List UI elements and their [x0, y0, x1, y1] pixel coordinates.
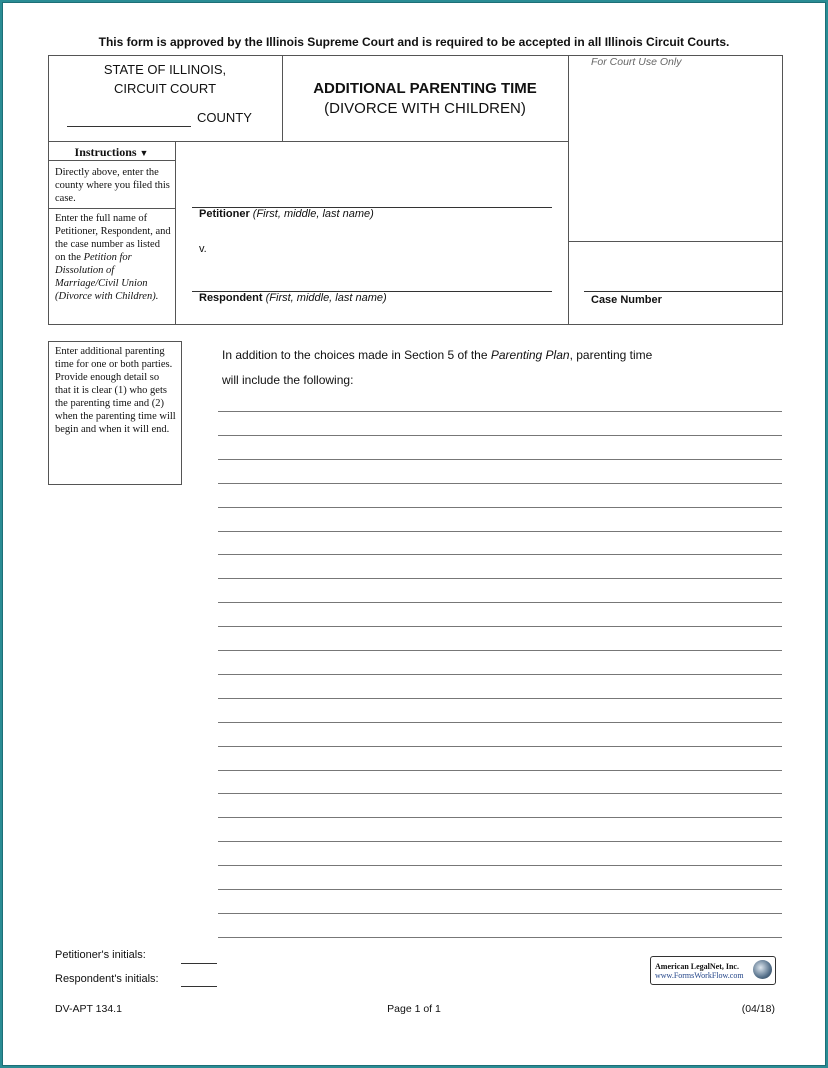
petitioner-label: Petitioner: [199, 208, 250, 220]
entry-line[interactable]: [218, 770, 782, 771]
instructions-header: [48, 145, 175, 160]
divider: [48, 160, 175, 161]
entry-line[interactable]: [218, 578, 782, 579]
entry-line[interactable]: [218, 889, 782, 890]
respondent-hint: (First, middle, last name): [265, 292, 387, 304]
entry-line[interactable]: [218, 793, 782, 794]
entry-line[interactable]: [218, 411, 782, 412]
instructions-label: Instructions: [74, 145, 137, 159]
court-use-label: For Court Use Only: [591, 56, 682, 68]
globe-icon: [753, 960, 772, 979]
entry-line[interactable]: [218, 602, 782, 603]
court-info: [48, 60, 282, 98]
body-text-line1: [222, 348, 652, 362]
revision-date: (04/18): [741, 1003, 775, 1015]
entry-line[interactable]: [218, 435, 782, 436]
form-page: [2, 2, 826, 1066]
divider: [175, 141, 176, 325]
versus-label: v.: [199, 243, 207, 255]
entry-line[interactable]: [218, 531, 782, 532]
entry-line[interactable]: [218, 507, 782, 508]
entry-line[interactable]: [218, 698, 782, 699]
petitioner-label-row: [199, 208, 374, 220]
entry-line[interactable]: [218, 674, 782, 675]
circuit-label: CIRCUIT COURT: [113, 81, 217, 96]
divider: [568, 55, 569, 325]
instruction-step2-text: Enter the full name of Petitioner, Respondent, and the case number as listed on the: [55, 213, 171, 263]
divider: [568, 241, 783, 242]
entry-line[interactable]: [218, 937, 782, 938]
petitioner-hint: (First, middle, last name): [252, 208, 374, 220]
respondent-label-row: [199, 292, 387, 304]
entry-line[interactable]: [218, 722, 782, 723]
entry-line[interactable]: [218, 626, 782, 627]
form-title: [282, 79, 568, 119]
instruction-step2: [55, 212, 171, 303]
respondent-initials-field[interactable]: [181, 986, 217, 987]
entry-line[interactable]: [218, 865, 782, 866]
company-logo: [650, 956, 776, 985]
entry-line[interactable]: [218, 483, 782, 484]
instruction-step3: Enter additional parenting time for one or both parties. Provide enough detail so that it is clear (1) who gets the parenting time and (2) when the parenting time will begin and when it will end.: [55, 346, 176, 435]
county-label: COUNTY: [197, 110, 252, 125]
petitioner-initials-field[interactable]: [181, 963, 217, 964]
logo-company: American LegalNet, Inc.: [655, 962, 739, 971]
divider: [48, 141, 568, 142]
entry-line[interactable]: [218, 817, 782, 818]
body-text-line2: will include the following:: [222, 373, 354, 387]
case-number-label: Case Number: [591, 294, 662, 306]
respondent-initials-label: Respondent's initials:: [55, 973, 159, 985]
entry-line[interactable]: [218, 554, 782, 555]
form-code: DV-APT 134.1: [55, 1003, 122, 1015]
body-text: In addition to the choices made in Section 5 of the: [222, 348, 491, 362]
approval-notice: This form is approved by the Illinois Supreme Court and is required to be accepted in all Illinois Circuit Courts.: [98, 35, 730, 49]
entry-line[interactable]: [218, 913, 782, 914]
form-title-main: ADDITIONAL PARENTING TIME: [313, 80, 537, 97]
entry-line[interactable]: [218, 650, 782, 651]
respondent-label: Respondent: [199, 292, 263, 304]
state-label: STATE OF ILLINOIS,: [103, 62, 227, 77]
divider: [48, 208, 175, 209]
case-number-field[interactable]: [584, 291, 782, 292]
petitioner-initials-label: Petitioner's initials:: [55, 949, 146, 961]
entry-line[interactable]: [218, 459, 782, 460]
county-field[interactable]: [67, 126, 191, 127]
page-number: Page 1 of 1: [387, 1003, 441, 1015]
parenting-plan-ref: Parenting Plan: [490, 348, 570, 362]
entry-line[interactable]: [218, 841, 782, 842]
dropdown-arrow-icon: ▼: [139, 148, 149, 158]
instruction-step1: Directly above, enter the county where you filed this case.: [55, 167, 170, 204]
entry-line[interactable]: [218, 746, 782, 747]
form-title-sub: (DIVORCE WITH CHILDREN): [324, 100, 526, 117]
logo-url: www.FormsWorkFlow.com: [655, 971, 744, 980]
body-text: , parenting time: [569, 348, 653, 362]
instruction-step2-italic: Petition for Dissolution of Marriage/Civil Union (Divorce with Children).: [55, 252, 159, 302]
